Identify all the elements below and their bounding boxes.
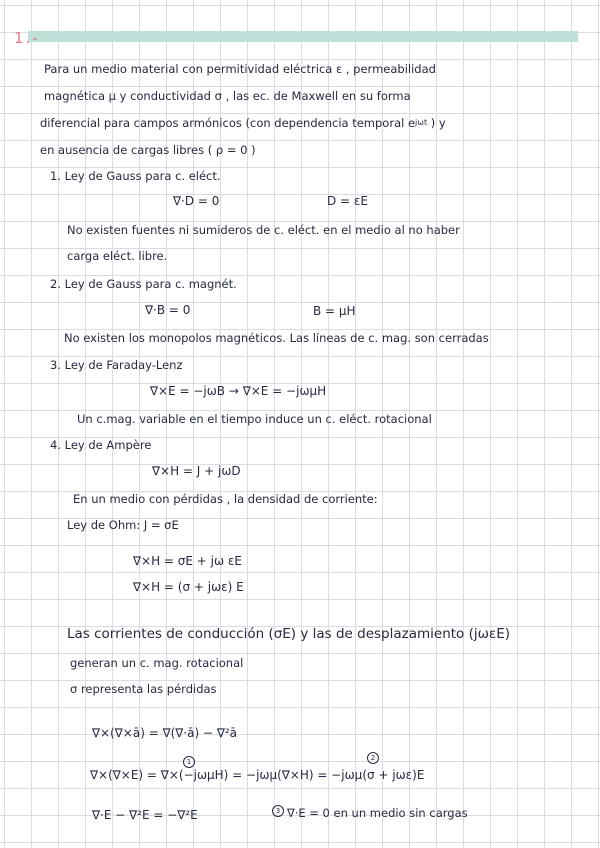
intro-line-3-close: ) y xyxy=(430,116,446,130)
heading-faraday: 3. Ley de Faraday-Lenz xyxy=(50,358,183,372)
eq-d-eps-e: D = εE xyxy=(327,194,368,208)
marker-3: 3 xyxy=(272,805,284,817)
currents-note-1: Las corrientes de conducción (σE) y las de desplazamiento (jωεE) xyxy=(67,626,511,642)
intro-line-4: en ausencia de cargas libres ( ρ = 0 ) xyxy=(40,143,256,157)
eq-div-d: ∇·D = 0 xyxy=(173,194,220,208)
intro-line-3 xyxy=(40,116,446,130)
page-number: 1.- xyxy=(14,29,40,47)
eq-ampere: ∇×H = J + jωD xyxy=(152,464,241,478)
title-highlight-bar xyxy=(28,31,578,42)
eq-faraday: ∇×E = −jωB → ∇×E = −jωμH xyxy=(150,384,327,398)
div-e-zero-note: ∇·E = 0 en un medio sin cargas xyxy=(287,806,468,820)
eq-div-b: ∇·B = 0 xyxy=(145,303,191,317)
eq-double-curl: ∇×(∇×E) = ∇×(−jωμH) = −jωμ(∇×H) = −jωμ(σ + jωε)E xyxy=(90,768,425,782)
gauss-electric-note-2: carga eléct. libre. xyxy=(67,249,168,263)
eq-laplacian: ∇·E − ∇²E = −∇²E xyxy=(92,808,198,822)
eq-vector-identity: ∇×(∇×ā) = ∇(∇·ā) − ∇²ā xyxy=(92,726,238,740)
heading-gauss-electric: 1. Ley de Gauss para c. eléct. xyxy=(50,169,221,183)
marker-2: 2 xyxy=(367,752,379,764)
currents-note-2: generan un c. mag. rotacional xyxy=(70,656,244,670)
intro-line-1: Para un medio material con permitividad eléctrica ε , permeabilidad xyxy=(44,62,436,76)
eq-curl-h-2: ∇×H = (σ + jωε) E xyxy=(133,580,244,594)
lossy-medium-note: En un medio con pérdidas , la densidad de corriente: xyxy=(73,492,378,506)
gauss-magnetic-note: No existen los monopolos magnéticos. Las líneas de c. mag. son cerradas xyxy=(64,331,489,345)
faraday-note: Un c.mag. variable en el tiempo induce un c. eléct. rotacional xyxy=(77,412,432,426)
sigma-losses-note: σ representa las pérdidas xyxy=(70,682,217,696)
heading-ampere: 4. Ley de Ampère xyxy=(50,438,152,452)
intro-line-3-text: diferencial para campos armónicos (con dependencia temporal e xyxy=(40,116,416,130)
marker-1: 1 xyxy=(183,756,195,768)
ohm-law: Ley de Ohm: J = σE xyxy=(67,518,179,532)
eq-b-mu-h: B = μH xyxy=(313,304,356,318)
intro-line-2: magnética μ y conductividad σ , las ec. de Maxwell en su forma xyxy=(44,89,411,103)
eq-curl-h-1: ∇×H = σE + jω εE xyxy=(133,554,242,568)
heading-gauss-magnetic: 2. Ley de Gauss para c. magnét. xyxy=(50,277,237,291)
gauss-electric-note-1: No existen fuentes ni sumideros de c. eléct. en el medio al no haber xyxy=(67,223,460,237)
exponent-jwt: jωt xyxy=(415,118,428,127)
